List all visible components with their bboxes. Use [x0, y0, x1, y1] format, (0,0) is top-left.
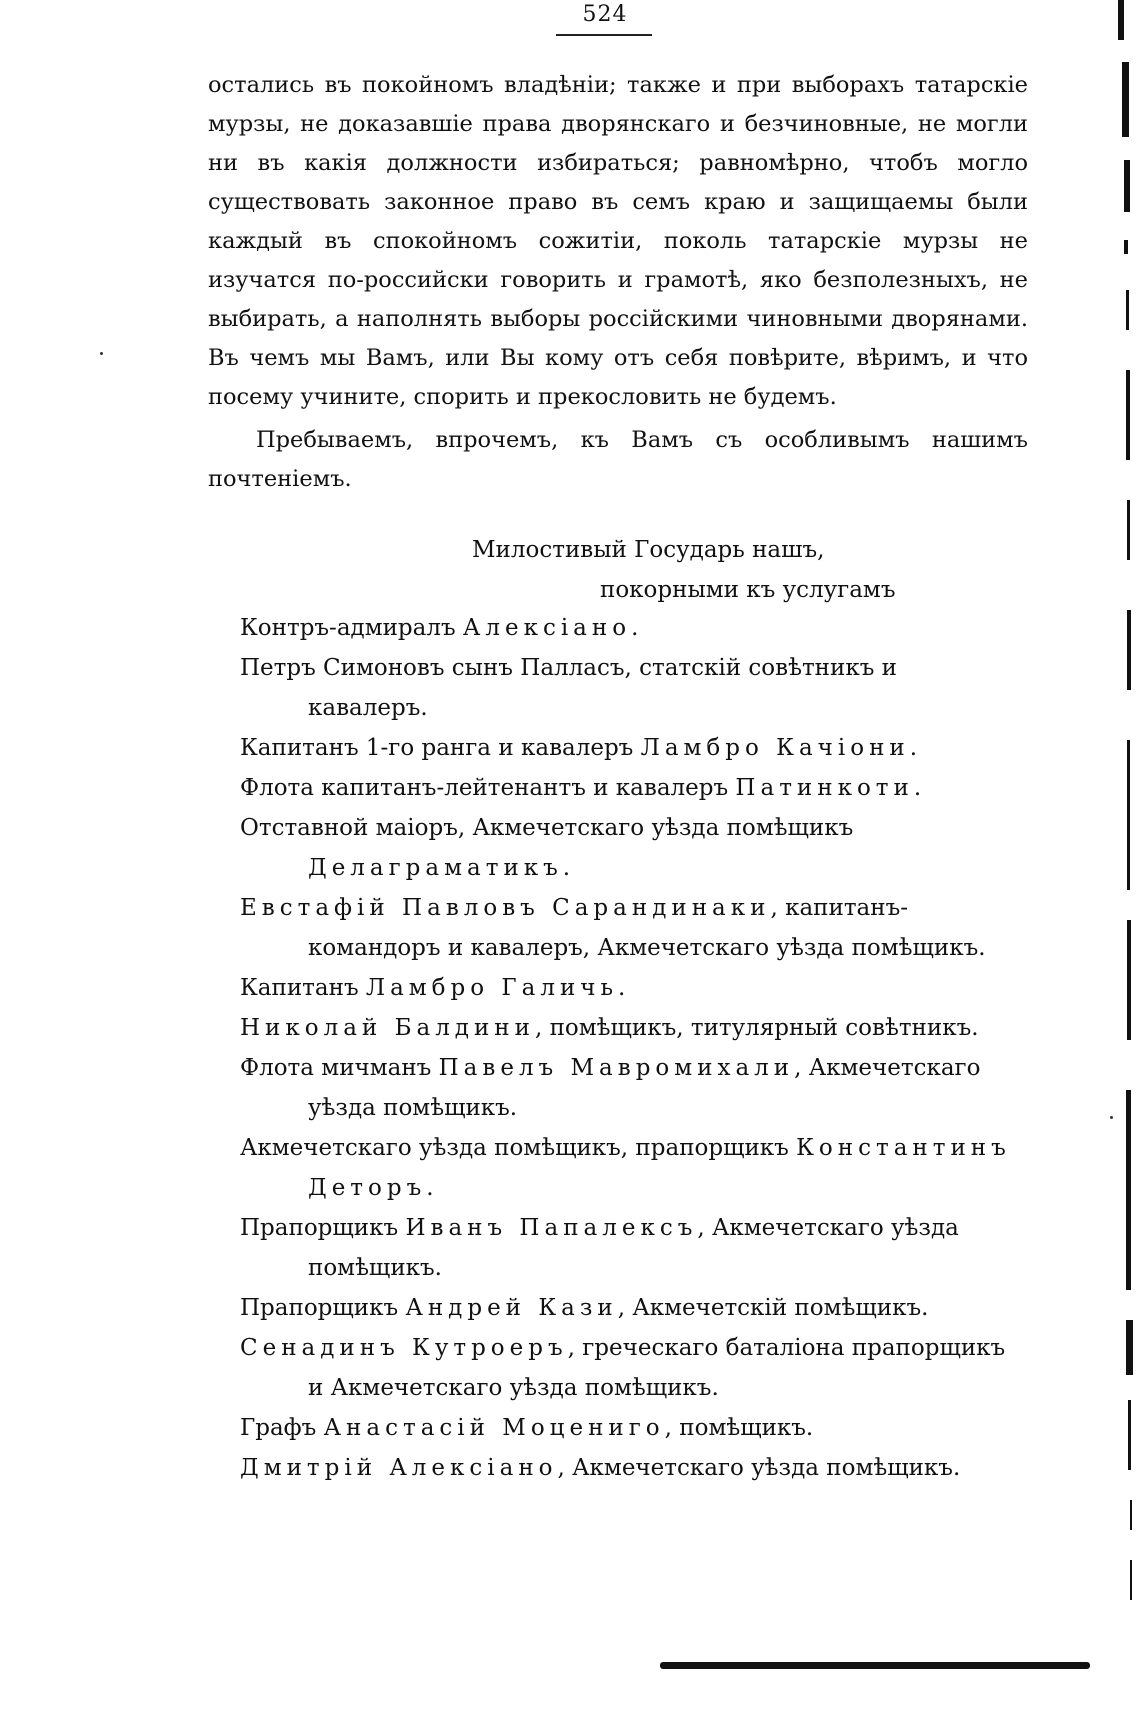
scan-edge-mark — [1124, 240, 1128, 254]
scan-edge-mark — [1127, 500, 1130, 560]
scan-edge-mark — [1126, 1090, 1131, 1290]
scan-edge-mark — [1126, 370, 1130, 460]
scan-edge-mark — [1127, 610, 1131, 690]
scan-edge-mark — [1124, 160, 1130, 212]
signature-line: Петръ Симоновъ сынъ Палласъ, статскій совѣтникъ и кавалеръ. — [240, 655, 897, 721]
page-number: 524 — [582, 2, 628, 27]
scan-edge-mark — [1130, 1560, 1132, 1600]
scan-edge-mark — [1128, 1400, 1131, 1470]
bottom-rule — [660, 1662, 1090, 1669]
scan-edge-mark — [1126, 290, 1129, 330]
page-number-rule — [556, 34, 652, 36]
signature-line: Отставной маіоръ, Акмечетскаго уѣзда помѣщикъ Делаграматикъ. — [240, 815, 854, 881]
scan-edge-mark — [1118, 0, 1124, 40]
signature-line: Акмечетскаго уѣзда помѣщикъ, прапорщикъ Константинъ Деторъ. — [240, 1135, 1011, 1201]
scan-edge-mark — [1126, 1320, 1133, 1375]
signature-line: Капитанъ Ламбро Галичь. — [240, 975, 626, 1001]
scan-dot — [1110, 1116, 1113, 1119]
signature-line: Евстафій Павловъ Сарандинаки, капитанъ-командоръ и кавалеръ, Акмечетскаго уѣзда помѣщикъ. — [240, 895, 986, 961]
signature-line: Прапорщикъ Иванъ Папалексъ, Акмечетскаго уѣзда помѣщикъ. — [240, 1215, 959, 1281]
signature-line: Прапорщикъ Андрей Кази, Акмечетскій помѣщикъ. — [240, 1295, 929, 1321]
closing-salutation: Милостивый Государь нашъ, — [472, 537, 825, 563]
signature-line: Контръ-адмиралъ Алексіано. — [240, 615, 639, 641]
paragraph-closing: Пребываемъ, впрочемъ, къ Вамъ съ особливымъ нашимъ почтеніемъ. — [208, 427, 1028, 492]
letter-body — [208, 66, 1028, 499]
signature-line: Сенадинъ Кутроеръ, греческаго баталіона прапорщикъ и Акмечетскаго уѣзда помѣщикъ. — [240, 1335, 1006, 1401]
scan-edge-mark — [1130, 1500, 1132, 1530]
scan-edge-mark — [1127, 920, 1131, 1040]
scan-edge-mark — [1122, 62, 1129, 137]
signature-list — [240, 608, 1020, 1488]
signature-line: Флота мичманъ Павелъ Мавромихали, Акмечетскаго уѣзда помѣщикъ. — [240, 1055, 981, 1121]
paragraph-main: остались въ покойномъ владѣніи; также и при выборахъ татарскіе мурзы, не доказавшіе права дворянскаго и безчиновные, не могли ни въ какія должности избираться; равномѣрно, чтобъ могло существовать законное право въ семъ краю и защищаемы были каждый въ спокойномъ сожитіи, поколь татарскіе мурзы не изучатся по-российски говорить и грамотѣ, яко безполезныхъ, не выбирать, а наполнять выборы россійскими чиновными дворянами. Въ чемъ мы Вамъ, или Вы кому отъ себя повѣрите, вѣримъ, и что посему учините, спорить и прекословить не будемъ. — [208, 72, 1028, 410]
signature-line: Флота капитанъ-лейтенантъ и кавалеръ Патинкоти. — [240, 775, 922, 801]
scan-dot — [100, 352, 103, 355]
closing-humble: покорными къ услугамъ — [600, 577, 896, 603]
signature-line: Дмитрій Алексіано, Акмечетскаго уѣзда помѣщикъ. — [240, 1455, 961, 1481]
scan-edge-mark — [1127, 740, 1130, 890]
signature-line: Николай Балдини, помѣщикъ, титулярный совѣтникъ. — [240, 1015, 979, 1041]
signature-line: Капитанъ 1-го ранга и кавалеръ Ламбро Качіони. — [240, 735, 918, 761]
signature-line: Графъ Анастасій Моцениго, помѣщикъ. — [240, 1415, 814, 1441]
